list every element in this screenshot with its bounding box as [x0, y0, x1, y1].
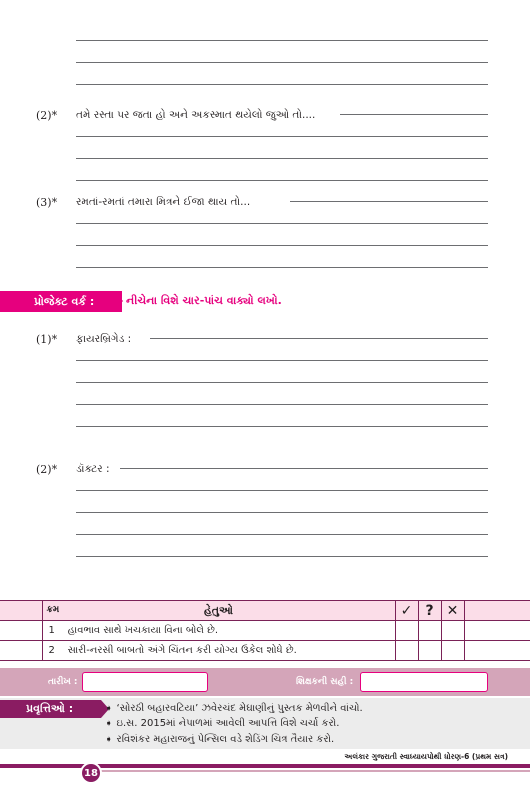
answer-line[interactable]	[76, 512, 488, 513]
answer-line[interactable]	[76, 136, 488, 137]
answer-line[interactable]	[76, 223, 488, 224]
row-spacer	[464, 641, 530, 661]
footer-rule-light	[100, 770, 530, 772]
project-item-2-text: ડૉક્ટર :	[76, 463, 110, 475]
question-2-text: તમે રસ્તા પર જતા હો અને અકસ્માત થયેલો જુઓ તો....	[76, 109, 316, 121]
book-title: અલંકાર ગુજરાતી સ્વાધ્યાયપોથી ધોરણ-6 (પ્રથમ સત્ર)	[344, 752, 508, 761]
activity-text: ઇ.સ. 2015માં નેપાળમાં આવેલી આપત્તિ વિશે ચર્ચા કરો.	[116, 718, 340, 729]
row-spacer	[0, 621, 42, 641]
question-box[interactable]	[418, 641, 441, 661]
answer-line[interactable]	[76, 360, 488, 361]
project-item-2-number: (2)*	[36, 463, 58, 476]
answer-line[interactable]	[150, 338, 488, 339]
answer-line[interactable]	[76, 267, 488, 268]
table-row	[0, 621, 530, 641]
footer-rule	[0, 764, 530, 768]
answer-line[interactable]	[76, 426, 488, 427]
question-box[interactable]	[418, 621, 441, 641]
project-work-title: નીચેના વિશે ચાર-પાંચ વાક્યો લખો.	[126, 294, 282, 307]
goal-cell	[42, 641, 395, 661]
answer-line[interactable]	[76, 556, 488, 557]
activity-item	[105, 718, 339, 729]
check-box[interactable]	[395, 641, 418, 661]
project-item-1-text: ફાયરબ્રિગેડ :	[76, 333, 132, 345]
question-3-number: (3)*	[36, 196, 58, 209]
page-number: 18	[80, 762, 102, 784]
answer-line[interactable]	[76, 40, 488, 41]
arrow-bullet-icon: ➧	[105, 735, 113, 745]
check-mark-icon: ✓	[395, 601, 418, 621]
answer-line[interactable]	[76, 534, 488, 535]
row-number: 2	[48, 645, 55, 656]
project-work-tag: પ્રોજેક્ટ વર્ક :	[0, 291, 122, 312]
header-goals-label: હેતુઓ	[203, 603, 234, 617]
answer-line[interactable]	[76, 158, 488, 159]
row-spacer	[0, 641, 42, 661]
answer-line[interactable]	[76, 382, 488, 383]
answer-line[interactable]	[340, 114, 488, 115]
check-box[interactable]	[395, 621, 418, 641]
answer-line[interactable]	[76, 62, 488, 63]
activity-item	[105, 734, 334, 745]
date-label: તારીખ :	[48, 677, 78, 687]
header-spacer	[464, 601, 530, 621]
activity-text: ‘સોરઠી બહારવટિયા’ ઝવેરચંદ મેઘાણીનું પુસ્તક મેળવીને વાંચો.	[116, 703, 363, 714]
question-2-number: (2)*	[36, 109, 58, 122]
goal-text: હાવભાવ સાથે ખચકાયા વિના બોલે છે.	[67, 625, 219, 636]
answer-line[interactable]	[76, 490, 488, 491]
goal-text: સારી-નરસી બાબતો અંગે ચિંતન કરી યોગ્ય ઉકેલ શોધે છે.	[67, 645, 297, 656]
answer-line[interactable]	[76, 180, 488, 181]
answer-line[interactable]	[290, 201, 488, 202]
activities-tag: પ્રવૃત્તિઓ :	[0, 700, 101, 718]
evaluation-header-row	[0, 601, 530, 621]
evaluation-table	[0, 600, 530, 661]
activity-item	[105, 703, 363, 714]
date-field[interactable]	[82, 672, 208, 692]
project-work-arrow	[114, 291, 123, 311]
cross-box[interactable]	[441, 641, 464, 661]
header-number-label: ક્રમ	[46, 605, 60, 615]
header-spacer	[0, 601, 42, 621]
arrow-bullet-icon: ➧	[105, 704, 113, 714]
row-number: 1	[48, 625, 55, 636]
goal-cell	[42, 621, 395, 641]
answer-line[interactable]	[76, 245, 488, 246]
activity-text: રવિશંકર મહારાજનું પેન્સિલ વડે શેડિંગ ચિત્ર તૈયાર કરો.	[116, 734, 335, 745]
question-mark-icon: ?	[418, 601, 441, 621]
row-spacer	[464, 621, 530, 641]
answer-line[interactable]	[76, 404, 488, 405]
arrow-bullet-icon: ➧	[105, 719, 113, 729]
question-3-text: રમતાં-રમતાં તમારા મિત્રને ઈજા થાય તો...	[76, 196, 251, 208]
teacher-signature-field[interactable]	[360, 672, 488, 692]
cross-mark-icon: ✕	[441, 601, 464, 621]
teacher-signature-label: શિક્ષકની સહી :	[296, 677, 354, 687]
project-item-1-number: (1)*	[36, 333, 58, 346]
answer-line[interactable]	[76, 84, 488, 85]
table-row	[0, 641, 530, 661]
header-goals	[42, 601, 395, 621]
answer-line[interactable]	[120, 468, 488, 469]
cross-box[interactable]	[441, 621, 464, 641]
